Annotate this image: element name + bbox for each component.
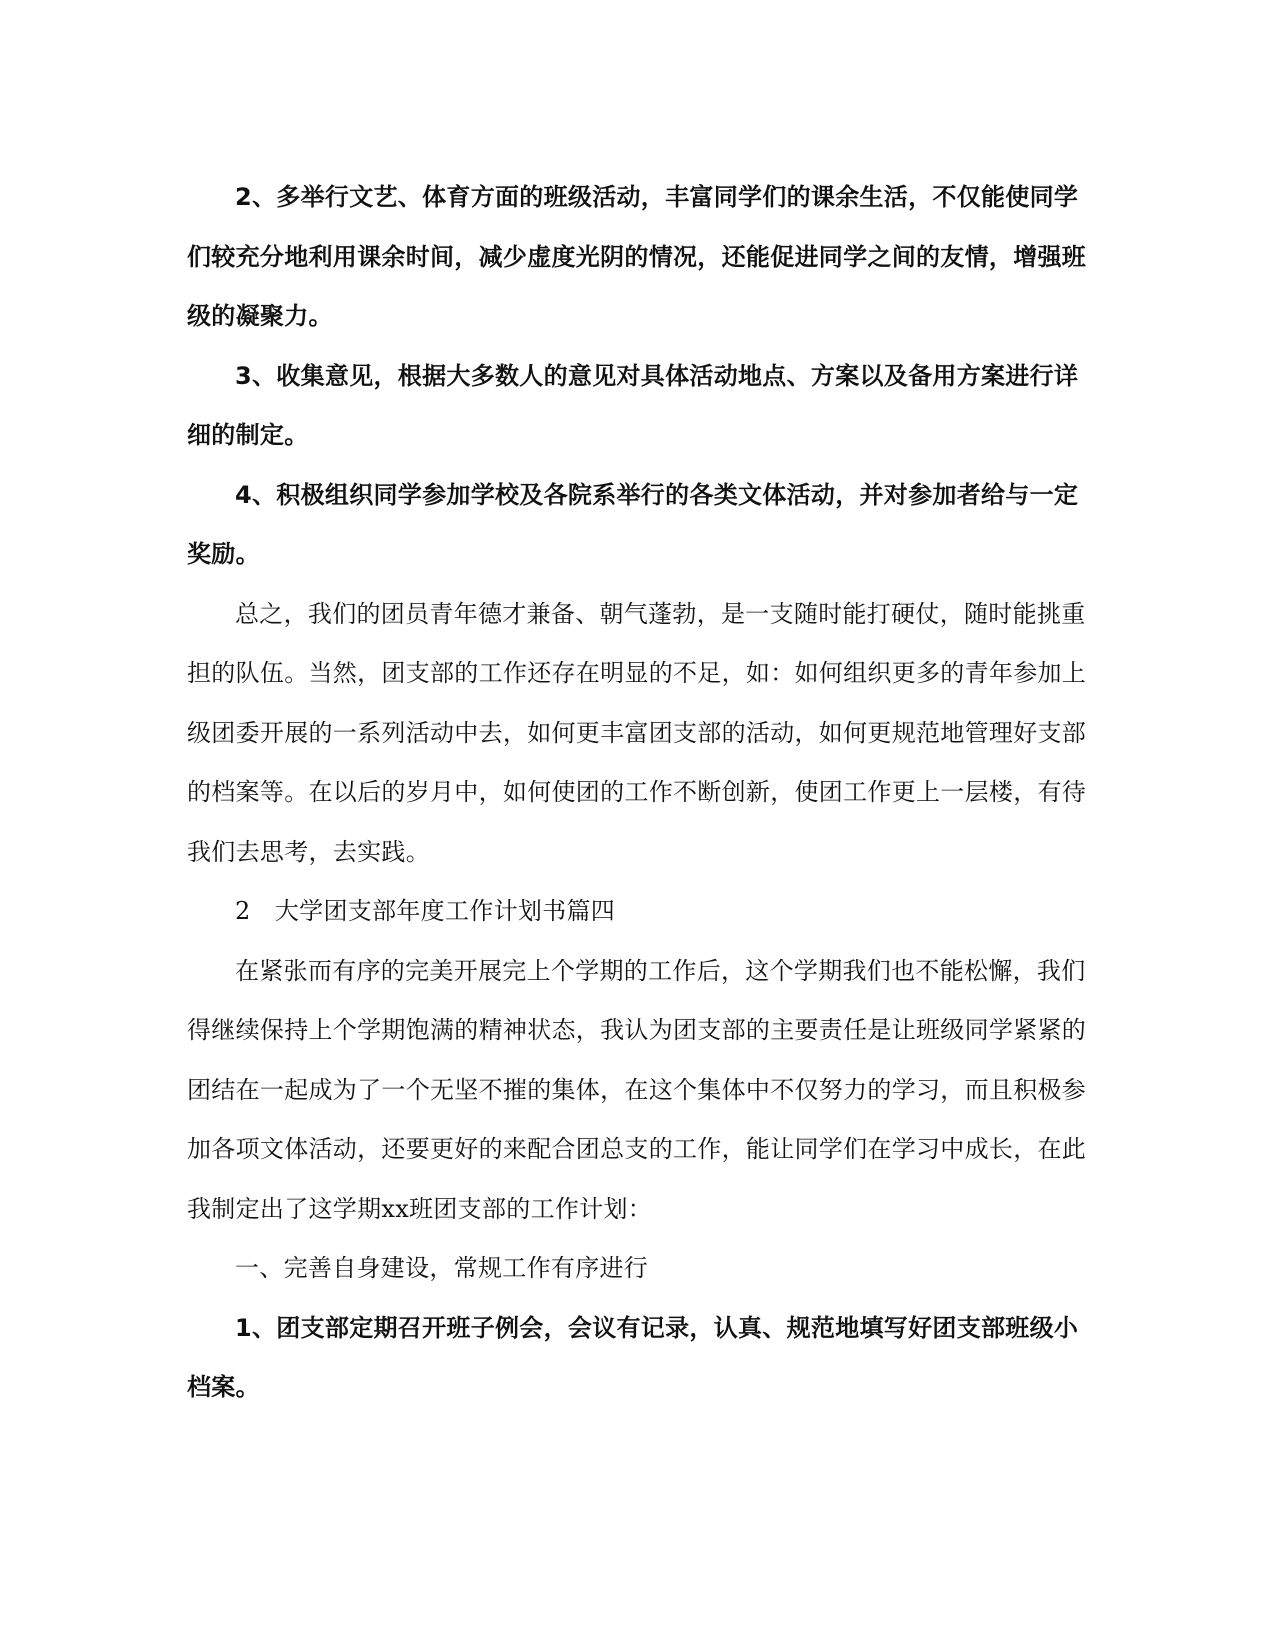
paragraph-summary: 总之，我们的团员青年德才兼备、朝气蓬勃，是一支随时能打硬仗，随时能挑重担的队伍。当然，团支部的工作还存在明显的不足，如：如何组织更多的青年参加上级团委开展的一系列活动中去，如何更丰富团支部的活动，如何更规范地管理好支部的档案等。在以后的岁月中，如何使团的工作不断创新，使团工作更上一层楼，有待我们去思考，去实践。 bbox=[187, 599, 1087, 866]
paragraph-item-3: 3、收集意见，根据大多数人的意见对具体活动地点、方案以及备用方案进行详细的制定。 bbox=[187, 361, 1079, 449]
paragraph-item-2: 2、多举行文艺、体育方面的班级活动，丰富同学们的课余生活，不仅能使同学们较充分地利用课余时间，减少虚度光阴的情况，还能促进同学之间的友情，增强班级的凝聚力。 bbox=[187, 183, 1087, 330]
paragraph-item-4: 4、积极组织同学参加学校及各院系举行的各类文体活动，并对参加者给与一定奖励。 bbox=[187, 480, 1079, 568]
section-heading: 2 大学团支部年度工作计划书篇四 bbox=[235, 897, 616, 925]
subsection-heading: 一、完善自身建设，常规工作有序进行 bbox=[235, 1254, 649, 1282]
document-body bbox=[187, 168, 1087, 1418]
paragraph-intro: 在紧张而有序的完美开展完上个学期的工作后，这个学期我们也不能松懈，我们得继续保持上个学期饱满的精神状态，我认为团支部的主要责任是让班级同学紧紧的团结在一起成为了一个无坚不摧的集体，在这个集体中不仅努力的学习，而且积极参加各项文体活动，还要更好的来配合团总支的工作，能让同学们在学习中成长，在此我制定出了这学期xx班团支部的工作计划： bbox=[187, 956, 1087, 1223]
paragraph-item-1: 1、团支部定期召开班子例会，会议有记录，认真、规范地填写好团支部班级小档案。 bbox=[187, 1313, 1079, 1401]
